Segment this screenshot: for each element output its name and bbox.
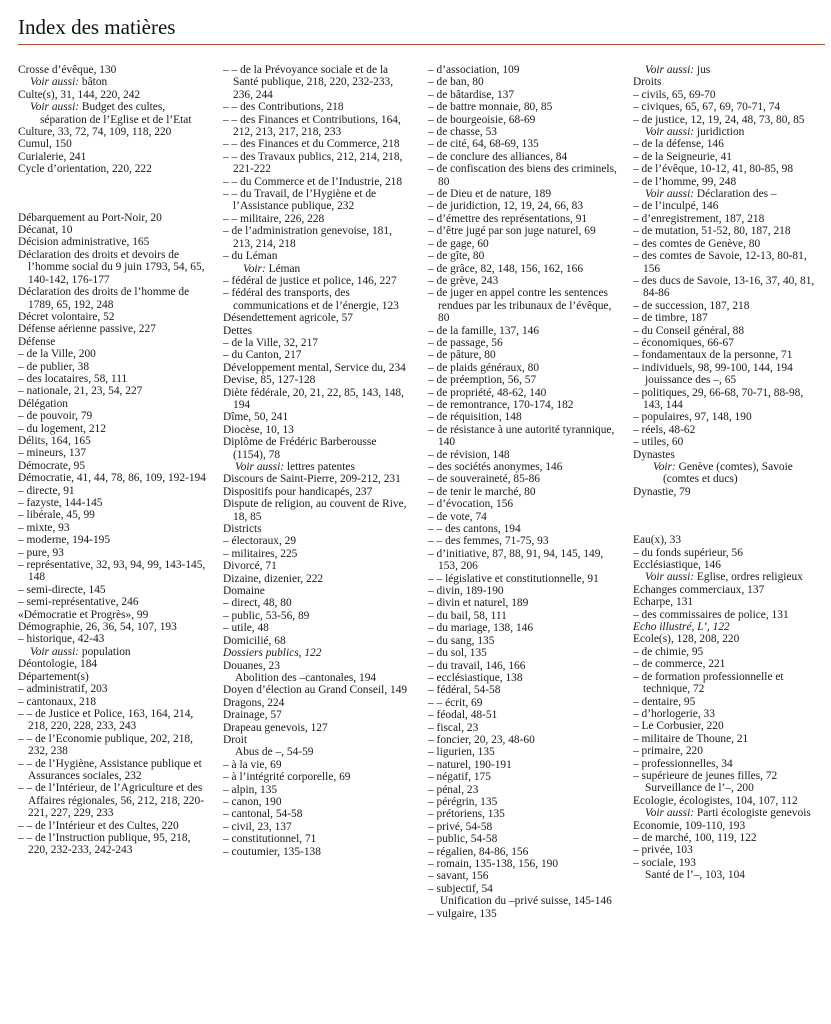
index-entry: – fondamentaux de la personne, 71 — [633, 349, 793, 362]
index-entry: – d’association, 109 — [428, 64, 520, 76]
index-entry: – de réquisition, 148 — [428, 411, 522, 424]
index-entry: – directe, 91 — [18, 484, 75, 497]
index-entry: Développement mental, Service du, 234 — [223, 361, 406, 374]
cross-reference-target: lettres patentes — [284, 461, 355, 473]
index-entry: – économiques, 66-67 — [633, 336, 734, 349]
index-entry: – historique, 42-43 — [18, 633, 105, 646]
index-entry: Abus de –, 54-59 — [235, 746, 314, 759]
index-entry: – de cité, 64, 68-69, 135 — [428, 138, 539, 151]
index-entry: Défense aérienne passive, 227 — [18, 323, 156, 336]
index-entry: – de l’évêque, 10-12, 41, 80-85, 98 — [633, 163, 794, 176]
index-entry: Drainage, 57 — [223, 709, 282, 722]
page-title: Index des matières — [18, 15, 176, 39]
index-entry: Districts — [223, 523, 262, 536]
cross-reference-target: Eglise, ordres religieux — [694, 571, 803, 584]
index-entry: – de bâtardise, 137 — [428, 88, 515, 101]
index-entry: – de commerce, 221 — [633, 658, 726, 671]
index-entry: – de chasse, 53 — [428, 126, 497, 139]
cross-reference — [633, 461, 822, 486]
index-entry: – de la défense, 146 — [633, 138, 724, 151]
index-entry: Discours de Saint-Pierre, 209-212, 231 — [223, 473, 401, 486]
index-entry: Droits — [633, 76, 662, 89]
index-entry: – de justice, 12, 19, 24, 48, 73, 80, 85 — [633, 113, 805, 126]
index-entry: – vulgaire, 135 — [428, 907, 497, 920]
index-entry: – pénal, 23 — [428, 783, 479, 796]
index-entry: – représentative, 32, 93, 94, 99, 143-145, 148 — [18, 559, 206, 584]
index-entry: – militaires, 225 — [223, 547, 298, 560]
index-entry: – de la Ville, 200 — [18, 348, 96, 361]
index-entry: – fazyste, 144-145 — [18, 497, 103, 509]
index-entry: – libérale, 45, 99 — [18, 509, 95, 522]
index-entry: Démographie, 26, 36, 54, 107, 193 — [18, 621, 177, 634]
index-entry: – – des Finances et du Commerce, 218 — [223, 138, 400, 151]
cross-reference — [18, 76, 207, 88]
index-entry: – utile, 48 — [223, 622, 269, 635]
index-entry: – de la famille, 137, 146 — [428, 324, 540, 337]
index-entry: Santé de l’–, 103, 104 — [645, 869, 745, 882]
index-entry: – pure, 93 — [18, 546, 64, 559]
index-entry: Déclaration des droits de l’homme de 1789, 65, 192, 248 — [18, 286, 190, 311]
index-entry: – fiscal, 23 — [428, 721, 479, 734]
index-entry: – – de l’Hygiène, Assistance publique et Assurances sociales, 232 — [18, 757, 202, 782]
index-entry: Délits, 164, 165 — [18, 434, 91, 447]
index-entry: – de grâce, 82, 148, 156, 162, 166 — [428, 262, 584, 275]
index-entry: – d’être jugé par son juge naturel, 69 — [428, 225, 596, 238]
index-entry: – de juridiction, 12, 19, 24, 66, 83 — [428, 200, 584, 213]
index-entry: – de gîte, 80 — [428, 250, 485, 263]
index-entry: Drapeau genevois, 127 — [223, 721, 328, 734]
index-entry: – foncier, 20, 23, 48-60 — [428, 733, 535, 746]
index-entry: – ligurien, 135 — [428, 746, 495, 759]
index-entry: Surveillance de l’–, 200 — [645, 782, 754, 795]
index-entry: – négatif, 175 — [428, 771, 491, 784]
index-entry: – de révision, 148 — [428, 448, 510, 461]
cross-reference — [223, 263, 412, 275]
index-entry: – de conclure des alliances, 84 — [428, 150, 568, 163]
cross-reference-target: jus — [694, 64, 711, 76]
index-entry: – des locataires, 58, 111 — [18, 372, 128, 385]
index-entry: – d’enregistrement, 187, 218 — [633, 212, 765, 225]
cross-reference-target: population — [79, 645, 131, 658]
index-entry: – de battre monnaie, 80, 85 — [428, 101, 553, 114]
index-entry: – – du Travail, de l’Hygiène et de l’Assistance publique, 232 — [223, 188, 377, 213]
index-entry: – – de la Prévoyance sociale et de la Santé publique, 218, 220, 232-233, 236, 244 — [223, 64, 394, 101]
index-entry: – de publier, 38 — [18, 360, 90, 373]
index-entry: Devise, 85, 127-128 — [223, 374, 316, 387]
index-entry: – public, 53-56, 89 — [223, 609, 310, 622]
cross-reference — [633, 64, 822, 76]
index-entry: Echo illustré, L’, 122 — [633, 621, 730, 634]
index-entry: Cumul, 150 — [18, 138, 72, 151]
index-entry: – de ban, 80 — [428, 76, 484, 89]
cross-reference-target: Genève (comtes), Savoie (comtes et ducs) — [663, 461, 793, 486]
index-entry: – des comtes de Savoie, 12-13, 80-81, 156 — [633, 250, 807, 275]
index-entry: – direct, 48, 80 — [223, 597, 292, 610]
index-entry: Echanges commerciaux, 137 — [633, 583, 765, 596]
index-entry: – public, 54-58 — [428, 833, 498, 846]
index-entry: – semi-représentative, 246 — [18, 596, 139, 609]
index-entry: – – de l’Intérieur, de l’Agriculture et des Affaires régionales, 56, 212, 218, 220-221, 227, 229, 233 — [18, 782, 204, 820]
index-entry: – de succession, 187, 218 — [633, 299, 750, 312]
index-entry: – professionnelles, 34 — [633, 757, 733, 770]
index-entry: Dynastes — [633, 448, 675, 461]
page-header — [18, 14, 825, 45]
index-entry: Eau(x), 33 — [633, 534, 682, 547]
index-entry: – – législative et constitutionnelle, 91 — [428, 572, 599, 585]
index-column-1 — [18, 64, 207, 1020]
cross-reference-target: bâton — [79, 76, 108, 89]
index-entry: – savant, 156 — [428, 870, 489, 883]
index-entry: – de remontrance, 170-174, 182 — [428, 398, 574, 411]
section-spacer — [633, 498, 822, 534]
index-entry: – de grève, 243 — [428, 274, 499, 287]
index-entry: – de chimie, 95 — [633, 645, 704, 658]
index-entry: – d’horlogerie, 33 — [633, 707, 715, 720]
index-entry: – – des cantons, 194 — [428, 523, 521, 536]
index-entry: «Démocratie et Progrès», 99 — [18, 608, 149, 621]
index-entry: – coutumier, 135-138 — [223, 845, 321, 858]
index-entry: – – écrit, 69 — [428, 696, 483, 709]
index-entry: – de la Ville, 32, 217 — [223, 336, 318, 349]
index-entry: – populaires, 97, 148, 190 — [633, 411, 752, 424]
index-entry: Diocèse, 10, 13 — [223, 423, 294, 436]
index-entry: Echarpe, 131 — [633, 596, 694, 609]
cross-reference-label: Voir aussi: — [30, 76, 80, 89]
index-entry: – naturel, 190-191 — [428, 758, 512, 771]
index-entry: – de la Seigneurie, 41 — [633, 150, 733, 163]
index-entry: jouissance des –, 65 — [645, 374, 737, 387]
index-entry: – du travail, 146, 166 — [428, 659, 526, 672]
index-entry: – cantonaux, 218 — [18, 695, 97, 708]
cross-reference-label: Voir aussi: — [645, 188, 695, 201]
index-entry: Divorcé, 71 — [223, 560, 277, 573]
index-entry: Ecclésiastique, 146 — [633, 559, 721, 572]
index-entry: – du mariage, 138, 146 — [428, 622, 534, 635]
index-entry: – des commissaires de police, 131 — [633, 608, 789, 621]
cross-reference-label: Voir: — [243, 262, 266, 275]
index-entry: – du Canton, 217 — [223, 349, 302, 362]
index-entry: Débarquement au Port-Noir, 20 — [18, 211, 162, 224]
index-entry: – de juger en appel contre les sentences rendues par les tribunaux de l’évêque, 80 — [428, 287, 612, 325]
index-entry: Doyen d’élection au Grand Conseil, 149 — [223, 684, 408, 697]
index-entry: Economie, 109-110, 193 — [633, 819, 746, 832]
index-entry: Déclaration des droits et devoirs de l’homme social du 9 juin 1793, 54, 65, 140-142, 176-177 — [18, 248, 205, 286]
index-entry: Abolition des –cantonales, 194 — [235, 671, 377, 684]
index-entry: – Le Corbusier, 220 — [633, 720, 724, 733]
index-entry: Dragons, 224 — [223, 696, 285, 709]
index-entry: – fédéral des transports, des communications et de l’énergie, 123 — [223, 287, 399, 312]
index-entry: – de bourgeoisie, 68-69 — [428, 113, 536, 126]
index-entry: Diète fédérale, 20, 21, 22, 85, 143, 148, 194 — [223, 386, 404, 411]
cross-reference-target: Parti écologiste genevois — [694, 807, 811, 820]
cross-reference — [633, 188, 822, 200]
index-entry: Culte(s), 31, 144, 220, 242 — [18, 88, 141, 101]
index-entry: Curialerie, 241 — [18, 150, 87, 163]
cross-reference — [633, 571, 822, 583]
index-entry: – civils, 65, 69-70 — [633, 88, 716, 101]
index-entry: Unification du –privé suisse, 145-146 — [440, 895, 612, 908]
index-entry: Diplôme de Frédéric Barberousse (1154), 78 — [223, 436, 377, 461]
index-entry: – d’émettre des représentations, 91 — [428, 212, 588, 225]
index-entry: – de mutation, 51-52, 80, 187, 218 — [633, 225, 791, 238]
index-entry: – réels, 48-62 — [633, 423, 696, 436]
index-entry: Ecologie, écologistes, 104, 107, 112 — [633, 794, 798, 807]
index-entry: Dispute de religion, au couvent de Rive, 18, 85 — [223, 498, 407, 523]
index-entry: – – des femmes, 71-75, 93 — [428, 535, 549, 548]
index-entry: – sociale, 193 — [633, 856, 696, 869]
index-entry: – de l’inculpé, 146 — [633, 200, 719, 213]
index-entry: – régalien, 84-86, 156 — [428, 845, 529, 858]
index-entry: – – des Finances et Contributions, 164, 212, 213, 217, 218, 233 — [223, 113, 401, 139]
index-entry: – du Conseil général, 88 — [633, 324, 745, 337]
index-entry: – de pâture, 80 — [428, 349, 496, 362]
index-entry: – individuels, 98, 99-100, 144, 194 — [633, 361, 793, 374]
index-entry: Décret volontaire, 52 — [18, 310, 115, 323]
index-entry: – administratif, 203 — [18, 683, 108, 696]
index-entry: Démocrate, 95 — [18, 459, 86, 472]
index-entry: – de Dieu et de nature, 189 — [428, 188, 552, 201]
cross-reference-label: Voir aussi: — [645, 807, 695, 820]
index-entry: – divin et naturel, 189 — [428, 597, 529, 610]
index-entry: – de confiscation des biens des criminels, 80 — [428, 163, 617, 188]
index-entry: – nationale, 21, 23, 54, 227 — [18, 385, 143, 398]
index-entry: Défense — [18, 335, 56, 348]
index-entry: – – de l’Intérieur et des Cultes, 220 — [18, 819, 179, 832]
cross-reference-label: Voir: — [653, 461, 676, 473]
index-entry: – de tenir le marché, 80 — [428, 485, 536, 498]
index-entry: – d’initiative, 87, 88, 91, 94, 145, 149, 153, 206 — [428, 547, 604, 573]
cross-reference — [18, 101, 207, 126]
index-entry: – du logement, 212 — [18, 422, 106, 435]
section-spacer — [18, 176, 207, 212]
index-entry: Dîme, 50, 241 — [223, 411, 289, 424]
index-entry: – romain, 135-138, 156, 190 — [428, 858, 559, 870]
index-entry: – privée, 103 — [633, 844, 693, 857]
index-entry: Dispositifs pour handicapés, 237 — [223, 485, 373, 498]
index-entry: Domicilié, 68 — [223, 634, 286, 647]
index-column-4 — [633, 64, 822, 1020]
index-entry: – d’évocation, 156 — [428, 498, 514, 511]
cross-reference-target: Déclaration des – — [694, 188, 777, 201]
index-entry: – primaire, 220 — [633, 745, 703, 758]
index-entry: – – militaire, 226, 228 — [223, 212, 325, 225]
index-entry: – de l’homme, 99, 248 — [633, 175, 737, 188]
index-column-2 — [223, 64, 412, 1020]
cross-reference-label: Voir aussi: — [30, 101, 80, 114]
cross-reference — [633, 807, 822, 819]
index-entry: – pérégrin, 135 — [428, 795, 498, 808]
index-entry: – de timbre, 187 — [633, 312, 708, 325]
index-entry: – politiques, 29, 66-68, 70-71, 88-98, 143, 144 — [633, 386, 804, 411]
index-entry: – à la vie, 69 — [223, 758, 282, 771]
index-entry: – du fonds supérieur, 56 — [633, 546, 743, 559]
index-entry: – – du Commerce et de l’Industrie, 218 — [223, 175, 403, 188]
index-entry: – des sociétés anonymes, 146 — [428, 461, 563, 473]
cross-reference-label: Voir aussi: — [645, 126, 695, 139]
index-entry: – constitutionnel, 71 — [223, 833, 317, 846]
index-entry: – divin, 189-190 — [428, 585, 504, 598]
index-entry: Douanes, 23 — [223, 659, 280, 672]
cross-reference-label: Voir aussi: — [30, 645, 80, 658]
index-entry: – de propriété, 48-62, 140 — [428, 386, 547, 399]
index-entry: Domaine — [223, 585, 265, 598]
index-entry: Département(s) — [18, 670, 89, 683]
index-entry: – moderne, 194-195 — [18, 534, 111, 547]
cross-reference — [18, 646, 207, 658]
index-entry: – semi-directe, 145 — [18, 583, 106, 596]
index-entry: Dizaine, dizenier, 222 — [223, 572, 324, 585]
cross-reference-target: Léman — [265, 262, 301, 275]
cross-reference-label: Voir aussi: — [645, 571, 695, 584]
index-entry: – du bail, 58, 111 — [428, 609, 507, 622]
index-entry: – civil, 23, 137 — [223, 820, 292, 833]
index-column-3 — [428, 64, 617, 1020]
index-entry: Cycle d’orientation, 220, 222 — [18, 163, 152, 176]
index-entry: Dynastie, 79 — [633, 485, 691, 498]
index-entry: Ecole(s), 128, 208, 220 — [633, 633, 740, 646]
index-entry: – du Léman — [223, 250, 278, 263]
index-entry: – subjectif, 54 — [428, 882, 493, 895]
cross-reference-target: Budget des cultes, séparation de l’Eglise et de l’Etat — [40, 101, 192, 126]
index-entry: – ecclésiastique, 138 — [428, 671, 523, 684]
index-entry: – privé, 54-58 — [428, 820, 493, 833]
index-entry: Désendettement agricole, 57 — [223, 312, 353, 325]
index-entry: – de formation professionnelle et technique, 72 — [633, 670, 784, 696]
index-entry: – militaire de Thoune, 21 — [633, 732, 749, 745]
index-entry: – mixte, 93 — [18, 521, 70, 534]
index-entry: – féodal, 48-51 — [428, 709, 498, 722]
index-entry: – – de l’Economie publique, 202, 218, 232, 238 — [18, 732, 193, 758]
index-entry: Déontologie, 184 — [18, 658, 98, 671]
index-entry: Décision administrative, 165 — [18, 236, 150, 249]
index-entry: Droit — [223, 733, 248, 746]
index-entry: – de souveraineté, 85-86 — [428, 473, 540, 486]
index-entry: – fédéral, 54-58 — [428, 684, 501, 697]
index-entry: – du sang, 135 — [428, 634, 495, 647]
index-entry: Dossiers publics, 122 — [223, 647, 322, 660]
index-entry: – – des Travaux publics, 212, 214, 218, 221-222 — [223, 150, 403, 176]
index-entry: – de passage, 56 — [428, 336, 503, 349]
index-entry: – – des Contributions, 218 — [223, 101, 344, 114]
index-entry: – de l’administration genevoise, 181, 213, 214, 218 — [223, 225, 392, 250]
index-entry: – de pouvoir, 79 — [18, 410, 93, 423]
index-entry: – – de Justice et Police, 163, 164, 214, 218, 220, 228, 233, 243 — [18, 707, 194, 733]
index-entry: – utiles, 60 — [633, 436, 684, 449]
index-entry: – de marché, 100, 119, 122 — [633, 831, 757, 844]
cross-reference — [223, 461, 412, 473]
index-entry: – de résistance à une autorité tyrannique, 140 — [428, 423, 615, 449]
index-entry: – des comtes de Genève, 80 — [633, 237, 761, 250]
index-entry: – de plaids généraux, 80 — [428, 361, 540, 374]
cross-reference-label: Voir aussi: — [235, 461, 285, 473]
index-columns — [18, 64, 828, 1020]
index-entry: Démocratie, 41, 44, 78, 86, 109, 192-194 — [18, 472, 206, 485]
index-entry: Délégation — [18, 397, 68, 410]
index-entry: Culture, 33, 72, 74, 109, 118, 220 — [18, 126, 172, 139]
cross-reference-target: juridiction — [694, 126, 745, 139]
index-entry: – dentaire, 95 — [633, 695, 696, 708]
index-entry: – supérieure de jeunes filles, 72 — [633, 769, 778, 782]
index-entry: – du sol, 135 — [428, 647, 487, 660]
index-entry: – de gage, 60 — [428, 237, 489, 250]
index-entry: – – de l’Instruction publique, 95, 218, 220, 232-233, 242-243 — [18, 831, 191, 857]
index-entry: – mineurs, 137 — [18, 447, 87, 460]
index-entry: Décanat, 10 — [18, 224, 73, 237]
cross-reference-label: Voir aussi: — [645, 64, 695, 76]
index-entry: – à l’intégrité corporelle, 69 — [223, 771, 351, 784]
index-entry: – de vote, 74 — [428, 510, 487, 523]
index-entry: – électoraux, 29 — [223, 535, 297, 548]
index-entry: – fédéral de justice et police, 146, 227 — [223, 274, 397, 287]
cross-reference — [633, 126, 822, 138]
index-entry: – civiques, 65, 67, 69, 70-71, 74 — [633, 101, 781, 114]
index-entry: – alpin, 135 — [223, 783, 278, 796]
index-entry: – prétoriens, 135 — [428, 808, 505, 821]
index-entry: – canon, 190 — [223, 795, 282, 808]
index-entry: Dettes — [223, 324, 253, 337]
index-entry: Crosse d’évêque, 130 — [18, 64, 117, 76]
index-entry: – de préemption, 56, 57 — [428, 374, 537, 387]
index-entry: – des ducs de Savoie, 13-16, 37, 40, 81, 84-86 — [633, 274, 815, 300]
index-entry: – cantonal, 54-58 — [223, 808, 303, 821]
